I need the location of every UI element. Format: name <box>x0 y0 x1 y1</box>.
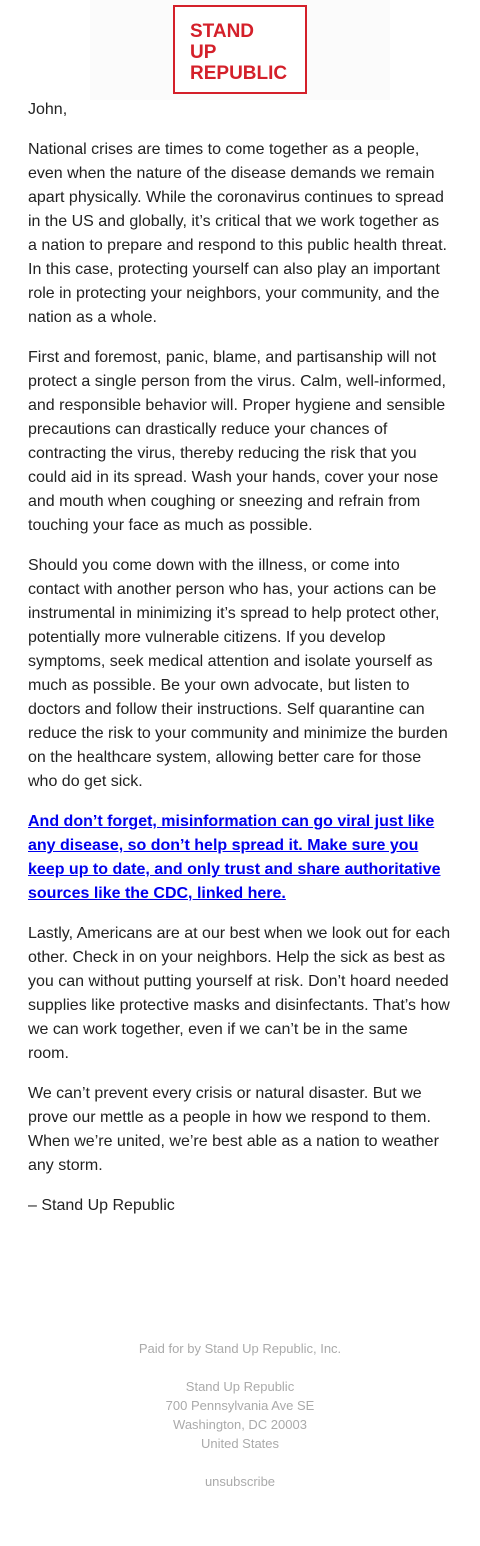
cdc-link-paragraph <box>28 810 452 906</box>
city-state-zip: Washington, DC 20003 <box>173 1417 307 1432</box>
signature: – Stand Up Republic <box>28 1197 175 1214</box>
mailing-address <box>0 1377 480 1453</box>
email-body <box>28 98 452 1234</box>
greeting: John, <box>28 101 68 118</box>
body-paragraph: Lastly, Americans are at our best when we look out for each other. Check in on your neighbors. Help the sick as best as you can without putting yourself at risk. Don’t hoard needed supplies like protective masks and disinfectants. That’s how we can work together, even if we can’t be in the same room. <box>28 925 451 1062</box>
street-address: 700 Pennsylvania Ave SE <box>165 1398 315 1413</box>
email-footer <box>0 1339 480 1491</box>
org-name: Stand Up Republic <box>185 1379 295 1394</box>
body-paragraph: National crises are times to come together as a people, even when the nature of the disease demands we remain apart physically. While the coronavirus continues to spread in the US and globally, it’s critical that we work together as a nation to prepare and respond to this public health threat. In this case, protecting yourself can also play an important role in protecting your neighbors, your community, and the nation as a whole. <box>28 141 447 326</box>
svg-text:REPUBLIC: REPUBLIC <box>190 63 288 84</box>
paid-for-disclaimer: Paid for by Stand Up Republic, Inc. <box>138 1341 342 1356</box>
country: United States <box>200 1436 280 1451</box>
body-paragraph: Should you come down with the illness, or come into contact with another person who has, your actions can be instrumental in minimizing it’s spread to help protect other, potentially more vulnerable citizens. If you develop symptoms, seek medical attention and isolate yourself as much as possible. Be your own advocate, but listen to doctors and follow their instructions. Self quarantine can reduce the risk to your community and minimize the burden on the healthcare system, allowing better care for those who do get sick. <box>28 557 448 790</box>
body-paragraph: We can’t prevent every crisis or natural disaster. But we prove our mettle as a people in how we respond to them. When we’re united, we’re best able as a nation to weather any storm. <box>28 1085 439 1174</box>
stand-up-republic-logo[interactable] <box>173 5 307 94</box>
unsubscribe-row <box>0 1472 480 1491</box>
unsubscribe-link[interactable]: unsubscribe <box>204 1474 276 1489</box>
svg-text:UP: UP <box>190 42 217 63</box>
logo-wordmark <box>180 12 300 87</box>
svg-text:STAND: STAND <box>190 21 255 42</box>
cdc-link[interactable]: And don’t forget, misinformation can go viral just like any disease, so don’t help spread it. Make sure you keep up to date, and only trust and share authoritative sources like the CDC, linked here. <box>28 813 441 902</box>
body-paragraph: First and foremost, panic, blame, and partisanship will not protect a single person from the virus. Calm, well-informed, and responsible behavior will. Proper hygiene and sensible precautions can drastically reduce your chances of contracting the virus, thereby reducing the risk that you could aid in its spread. Wash your hands, cover your nose and mouth when coughing or sneezing and refrain from touching your face as much as possible. <box>28 349 446 534</box>
